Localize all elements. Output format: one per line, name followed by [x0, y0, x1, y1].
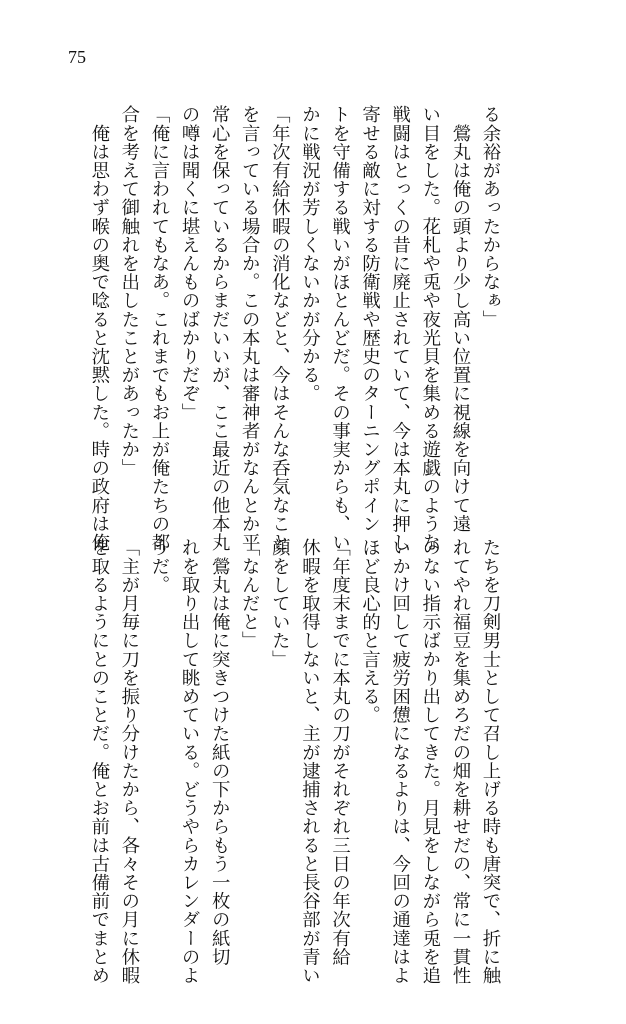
page-number: 75	[68, 47, 86, 67]
text-line: 鶯丸は俺に突きつけた紙の下からもう一枚の紙切	[209, 538, 231, 966]
text-line: る余裕があったからなぁ」	[480, 105, 501, 329]
text-line: を言っている場合か。この本丸は審神者がなんとか平	[239, 105, 261, 552]
text-line: 休暇を取得しないと、主が逮捕されると長谷部が青い	[299, 538, 321, 985]
text-line: 「なんだと」	[239, 538, 261, 650]
text-line: うだ。	[148, 538, 170, 594]
text-line: 合を考えて御触れを出したことがあったか」	[118, 105, 140, 477]
text-line: 「主が月毎に刀を振り分けたから、各々その月に休暇	[118, 538, 140, 985]
text-line: 鶯丸は俺の頭より少し高い位置に視線を向けて遠	[449, 105, 471, 533]
upper-text-column	[88, 105, 505, 552]
text-line: たちを刀剣男士として召し上げる時も唐突で、折に触	[480, 538, 501, 985]
lower-text-column	[88, 538, 505, 985]
text-line: のない指示ばかり出してきた。月見をしながら兎を追	[419, 538, 441, 985]
text-line: の噂は聞くに堪えんものばかりだぞ」	[179, 105, 201, 422]
text-line: れてやれ福豆を集めろだの畑を耕せだの、常に一貫性	[449, 538, 471, 985]
text-line: れを取り出して眺めている。どうやらカレンダーのよ	[179, 538, 201, 985]
text-line: 「俺に言われてもなあ。これまでもお上が俺たちの都	[148, 105, 170, 552]
text-line: 戦闘はとっくの昔に廃止されていて、今は本丸に押し	[389, 105, 411, 552]
text-line: ほど良心的と言える。	[359, 538, 381, 724]
text-line: いかけ回して疲労困憊になるよりは、今回の通達はよ	[389, 538, 411, 985]
text-line: 「年度末までに本丸の刀がそれぞれ三日の年次有給	[329, 538, 351, 966]
text-line: 顔をしていた」	[269, 538, 291, 669]
text-line: 常心を保っているからまだいいが、ここ最近の他本丸	[209, 105, 231, 552]
text-line: 寄せる敵に対する防衛戦や歴史のターニングポイン	[359, 105, 381, 533]
text-line: を取るようにとのことだ。俺とお前は古備前でまとめ	[88, 538, 110, 985]
text-line: 俺は思わず喉の奥で唸ると沈黙した。時の政府は俺	[88, 105, 110, 552]
text-line: い目をした。花札や兎や夜光貝を集める遊戯のような	[419, 105, 441, 552]
text-line: トを守備する戦いがほとんどだ。その事実からも、い	[329, 105, 351, 552]
text-line: 「年次有給休暇の消化などと、今はそんな呑気なこと	[269, 105, 291, 552]
text-line: かに戦況が芳しくないかが分かる。	[299, 105, 321, 403]
